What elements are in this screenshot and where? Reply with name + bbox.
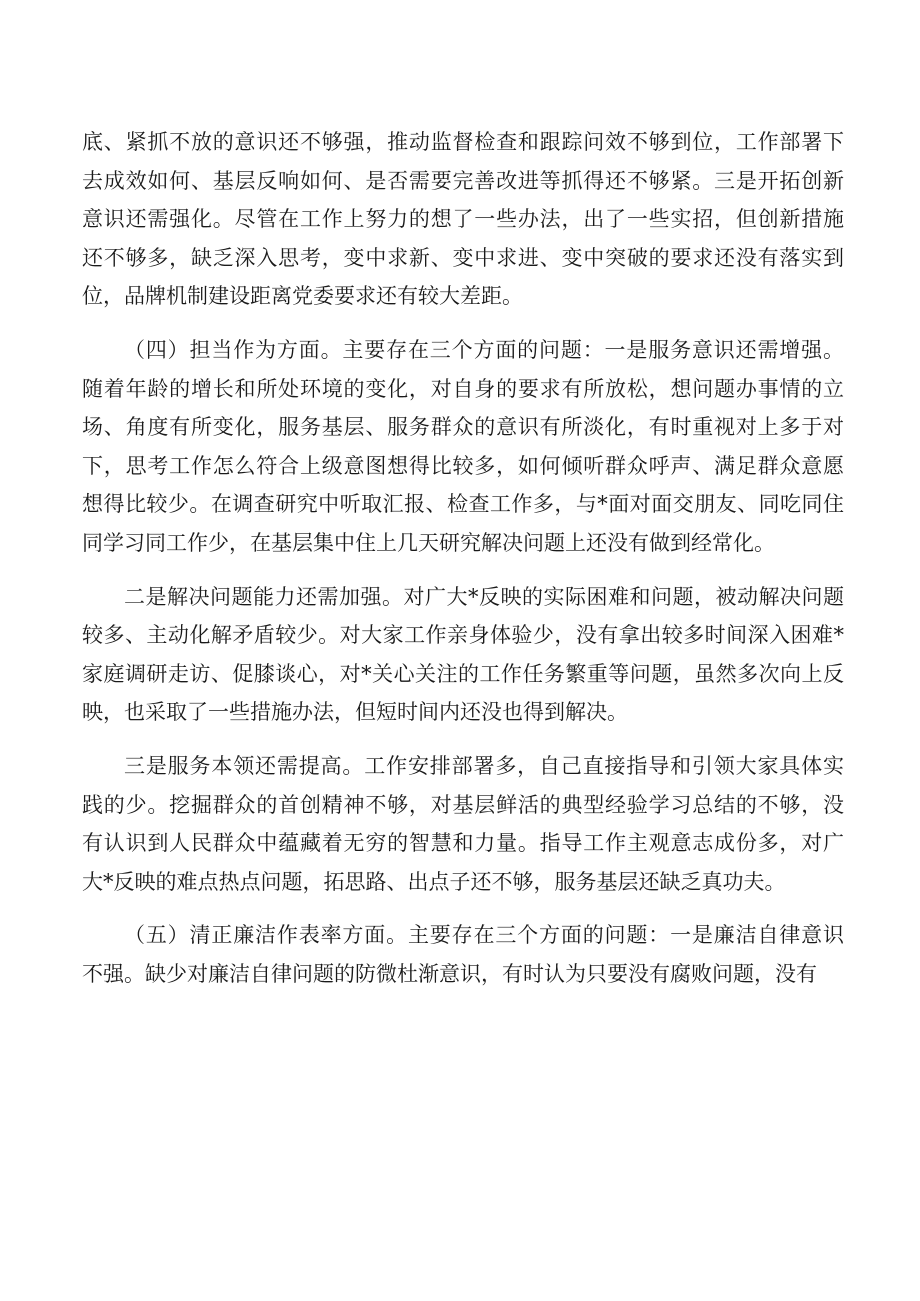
paragraph-line: 随着年龄的增长和所处环境的变化，对自身的要求有所放松，想问题办事情的立 (82, 376, 844, 401)
paragraph-line: 场、角度有所变化，服务基层、服务群众的意识有所淡化，有时重视对上多于对 (82, 415, 844, 440)
paragraph-line: 三是服务本领还需提高。工作安排部署多，自己直接指导和引领大家具体实 (124, 753, 844, 778)
paragraph-line: 去成效如何、基层反响如何、是否需要完善改进等抓得还不够紧。三是开拓创新 (82, 168, 844, 193)
body-paragraph (82, 123, 844, 316)
paragraph-line: （四）担当作为方面。主要存在三个方面的问题：一是服务意识还需增强。 (124, 337, 844, 362)
paragraph-line: 二是解决问题能力还需加强。对广大*反映的实际困难和问题，被动解决问题 (124, 584, 844, 609)
paragraph-line: 底、紧抓不放的意识还不够强，推动监督检查和跟踪问效不够到位，工作部署下 (82, 130, 844, 154)
body-paragraph (82, 578, 844, 732)
paragraph-line: 位，品牌机制建设距离党委要求还有较大差距。 (82, 284, 523, 309)
paragraph-line: 大*反映的难点热点问题，拓思路、出点子还不够，服务基层还缺乏真功夫。 (82, 869, 786, 894)
body-paragraph (82, 331, 844, 563)
paragraph-line: 有认识到人民群众中蕴藏着无穷的智慧和力量。指导工作主观意志成份多，对广 (82, 831, 844, 856)
paragraph-line: 意识还需强化。尽管在工作上努力的想了一些办法，出了一些实招，但创新措施 (82, 207, 844, 232)
body-paragraph (82, 916, 844, 993)
body-paragraph (82, 747, 844, 901)
paragraph-line: 不强。缺少对廉洁自律问题的防微杜渐意识，有时认为只要没有腐败问题，没有 (82, 961, 817, 986)
paragraph-line: 还不够多，缺乏深入思考，变中求新、变中求进、变中突破的要求还没有落实到 (82, 245, 844, 270)
paragraph-line: 同学习同工作少，在基层集中住上几天研究解决问题上还没有做到经常化。 (82, 530, 775, 555)
paragraph-line: 较多、主动化解矛盾较少。对大家工作亲身体验少，没有拿出较多时间深入困难* (82, 623, 844, 648)
paragraph-line: 下，思考工作怎么符合上级意图想得比较多，如何倾听群众呼声、满足群众意愿 (82, 453, 844, 478)
document-body (82, 123, 844, 1008)
paragraph-line: 践的少。挖掘群众的首创精神不够，对基层鲜活的典型经验学习总结的不够，没 (82, 792, 844, 817)
paragraph-line: 想得比较少。在调查研究中听取汇报、检查工作多，与*面对面交朋友、同吃同住 (82, 492, 844, 517)
paragraph-line: 映，也采取了一些措施办法，但短时间内还没也得到解决。 (82, 700, 628, 725)
paragraph-line: （五）清正廉洁作表率方面。主要存在三个方面的问题：一是廉洁自律意识 (124, 923, 844, 948)
paragraph-line: 家庭调研走访、促膝谈心，对*关心关注的工作任务繁重等问题，虽然多次向上反 (82, 661, 844, 686)
